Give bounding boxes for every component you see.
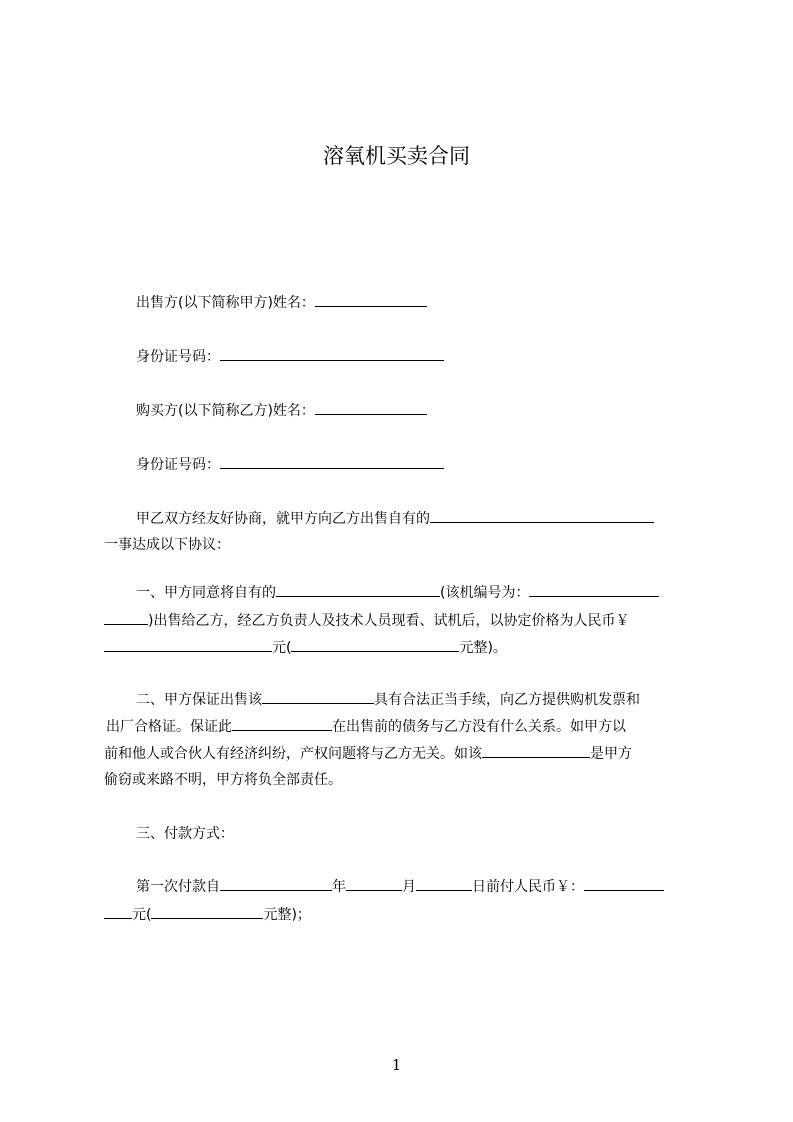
clause2-line-2 xyxy=(106,716,626,737)
seller-name-line xyxy=(136,292,427,313)
clause2-text-1: 二、甲方保证出售该 xyxy=(136,692,262,708)
buyer-id-line xyxy=(136,454,444,475)
machine-blank-1[interactable] xyxy=(262,689,374,704)
buyer-name-line xyxy=(136,400,427,421)
clause1-text-2: (该机编号为： xyxy=(440,585,530,601)
page-number: 1 xyxy=(391,1056,402,1074)
clause2-text-7: 偷窃或来路不明，甲方将负全部责任。 xyxy=(104,772,342,788)
clause2-text-3: 出厂合格证。保证此 xyxy=(106,719,232,735)
clause1-text-4: 元( xyxy=(272,640,292,656)
seller-id-line xyxy=(136,346,444,367)
clause2-text-2: 具有合法正当手续，向乙方提供购机发票和 xyxy=(374,692,640,708)
machine-name-blank[interactable] xyxy=(276,582,440,597)
payment-words-blank[interactable] xyxy=(151,904,263,919)
payment-month-blank[interactable] xyxy=(346,876,402,891)
payment-text-4: 日前付人民币￥： xyxy=(472,879,584,895)
intro-text-2: 一事达成以下协议： xyxy=(104,537,230,553)
seller-name-label: 出售方(以下简称甲方)姓名： xyxy=(136,295,315,311)
payment-text-2: 年 xyxy=(332,879,346,895)
buyer-name-label: 购买方(以下简称乙方)姓名： xyxy=(136,403,315,419)
machine-blank-3[interactable] xyxy=(482,743,590,758)
buyer-id-blank[interactable] xyxy=(220,454,444,469)
payment-amount-blank-cont[interactable] xyxy=(104,904,132,919)
seller-id-label: 身份证号码： xyxy=(136,349,220,365)
machine-number-blank[interactable] xyxy=(529,582,659,597)
clause2-line-3 xyxy=(104,743,632,764)
clause2-text-4: 在出售前的债务与乙方没有什么关系。如甲方以 xyxy=(332,719,626,735)
payment-text-1: 第一次付款自 xyxy=(136,879,220,895)
clause1-line-1 xyxy=(136,582,659,603)
machine-number-blank-cont[interactable] xyxy=(104,610,148,625)
machine-blank-2[interactable] xyxy=(232,716,332,731)
buyer-id-label: 身份证号码： xyxy=(136,457,220,473)
clause3-heading-text: 三、付款方式： xyxy=(136,826,234,842)
intro-line-2 xyxy=(104,535,230,555)
clause2-line-4 xyxy=(104,770,342,790)
clause1-line-2 xyxy=(104,610,629,631)
payment-line-1 xyxy=(136,876,664,897)
clause2-text-6: 是甲方 xyxy=(590,746,632,762)
clause3-heading xyxy=(136,824,234,844)
intro-line-1 xyxy=(136,508,654,529)
payment-text-5: 元( xyxy=(132,907,152,923)
clause1-text-3: )出售给乙方，经乙方负责人及技术人员现看、试机后，以协定价格为人民币￥ xyxy=(148,613,630,629)
seller-name-blank[interactable] xyxy=(315,292,427,307)
payment-text-3: 月 xyxy=(402,879,416,895)
payment-text-6: 元整)； xyxy=(263,907,311,923)
payment-line-2 xyxy=(104,904,311,925)
item-name-blank[interactable] xyxy=(430,508,654,523)
price-figures-blank[interactable] xyxy=(104,637,272,652)
seller-id-blank[interactable] xyxy=(220,346,444,361)
price-words-blank[interactable] xyxy=(291,637,459,652)
payment-day-blank[interactable] xyxy=(416,876,472,891)
buyer-name-blank[interactable] xyxy=(315,400,427,415)
clause1-text-1: 一、甲方同意将自有的 xyxy=(136,585,276,601)
clause1-text-5: 元整)。 xyxy=(459,640,507,656)
payment-year-blank[interactable] xyxy=(220,876,332,891)
page-title: 溶氧机买卖合同 xyxy=(323,144,470,168)
intro-text-1: 甲乙双方经友好协商，就甲方向乙方出售自有的 xyxy=(136,511,430,527)
clause2-line-1 xyxy=(136,689,640,710)
clause2-text-5: 前和他人或合伙人有经济纠纷，产权问题将与乙方无关。如该 xyxy=(104,746,482,762)
clause1-line-3 xyxy=(104,637,507,658)
payment-amount-blank[interactable] xyxy=(584,876,664,891)
